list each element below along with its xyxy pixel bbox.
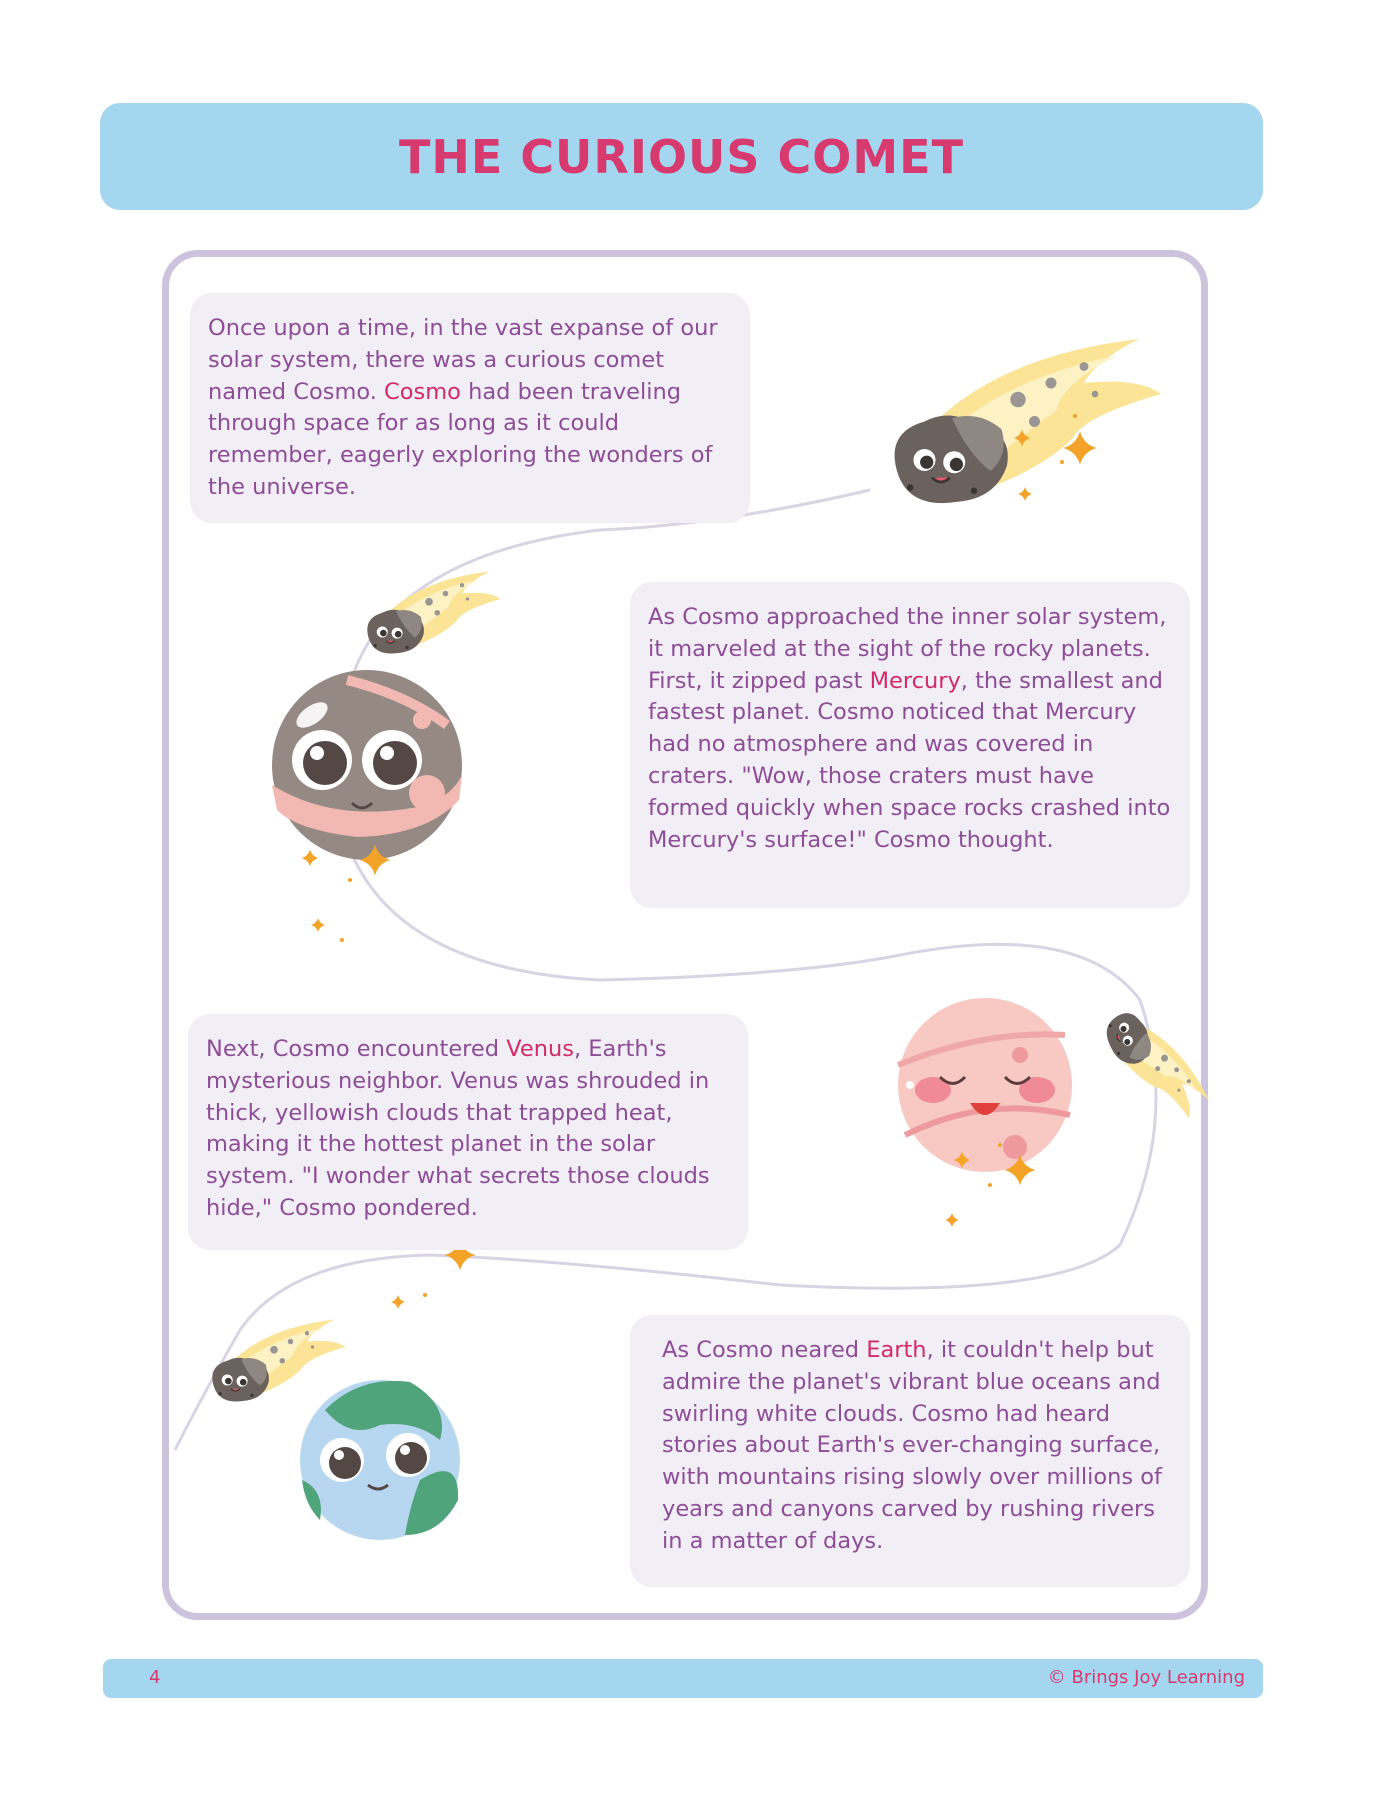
story-paragraph-3	[188, 1014, 748, 1250]
paragraph-text: , Earth's mysterious neighbor. Venus was shrouded in thick, yellowish clouds that trapped heat, making it the hottest planet in the solar system. "I wonder what secrets those clouds hide," Cosmo pondered.	[206, 1036, 710, 1221]
highlight-venus: Venus	[506, 1036, 574, 1062]
paragraph-text: As Cosmo approached the inner solar system, it marveled at the sight of the rocky planets. First, it zipped past	[648, 604, 1167, 694]
title-banner	[100, 103, 1263, 210]
footer-bar	[103, 1659, 1263, 1698]
story-paragraph-4	[630, 1315, 1190, 1587]
page-title: THE CURIOUS COMET	[398, 129, 964, 184]
highlight-earth: Earth	[866, 1337, 927, 1363]
highlight-mercury: Mercury	[869, 667, 961, 694]
paragraph-text: had been traveling through space for as long as it could remember, eagerly exploring the wonders of the universe.	[208, 378, 713, 500]
copyright-text: © Brings Joy Learning	[1047, 1667, 1245, 1688]
story-paragraph-2	[630, 582, 1190, 908]
paragraph-text: , it couldn't help but admire the planet's vibrant blue oceans and swirling white clouds. Cosmo had heard stories about Earth's ever-changing surface, with mountains rising slowly over millions of years and canyons carved by rushing rivers in a matter of days.	[662, 1337, 1162, 1554]
highlight-cosmo: Cosmo	[384, 378, 461, 405]
paragraph-text: Once upon a time, in the vast expanse of our solar system, there was a curious comet named Cosmo.	[208, 315, 718, 405]
paragraph-text: , the smallest and fastest planet. Cosmo noticed that Mercury had no atmosphere and was covered in craters. "Wow, those craters must have formed quickly when space rocks crashed into Mercury's surface!" Cosmo thought.	[648, 667, 1171, 853]
page-number: 4	[149, 1667, 161, 1688]
paragraph-text: Next, Cosmo encountered	[206, 1036, 507, 1062]
story-paragraph-1	[190, 293, 750, 523]
paragraph-text: As Cosmo neared	[662, 1337, 867, 1363]
